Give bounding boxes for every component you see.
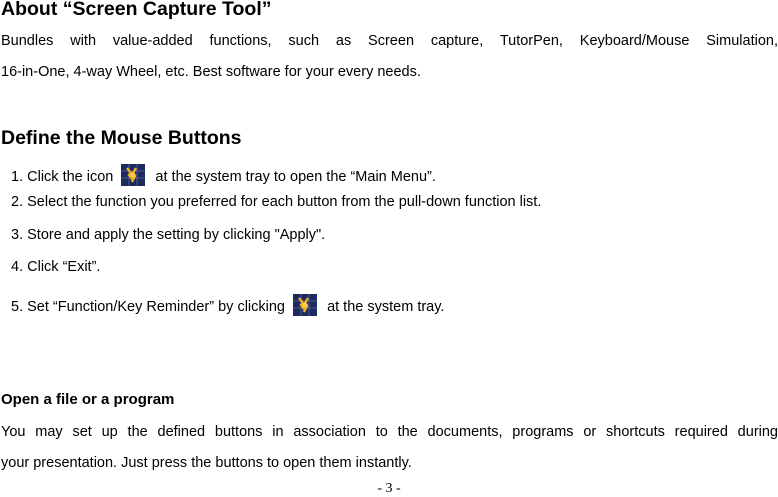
open-file-paragraph-line2: your presentation. Just press the buttons to open them instantly. [1, 455, 412, 471]
step-3: 3. Store and apply the setting by clicking "Apply". [11, 227, 326, 243]
step-4: 4. Click “Exit”. [11, 259, 101, 275]
page-number: - 3 - [377, 481, 401, 496]
step-1-text-after: at the system tray to open the “Main Menu”. [155, 169, 436, 185]
about-paragraph-line2: 16-in-One, 4-way Wheel, etc. Best software for your every needs. [1, 64, 421, 80]
section-title-about: About “Screen Capture Tool” [1, 0, 272, 20]
about-paragraph-line1: Bundles with value-added functions, such as Screen capture, TutorPen, Keyboard/Mouse Simulation, [1, 33, 778, 49]
section-title-open-file: Open a file or a program [1, 391, 175, 408]
step-5-text-before: 5. Set “Function/Key Reminder” by clicking [11, 299, 285, 315]
tray-icon [121, 164, 145, 186]
step-5 [11, 294, 444, 316]
open-file-paragraph-line1: You may set up the defined buttons in association to the documents, programs or shortcuts required during [1, 424, 778, 440]
tray-icon [293, 294, 317, 316]
step-5-text-after: at the system tray. [327, 299, 445, 315]
step-1-text-before: 1. Click the icon [11, 169, 114, 185]
step-2: 2. Select the function you preferred for each button from the pull-down function list. [11, 194, 542, 210]
step-1 [11, 164, 436, 186]
section-title-mouse-buttons: Define the Mouse Buttons [1, 127, 242, 149]
